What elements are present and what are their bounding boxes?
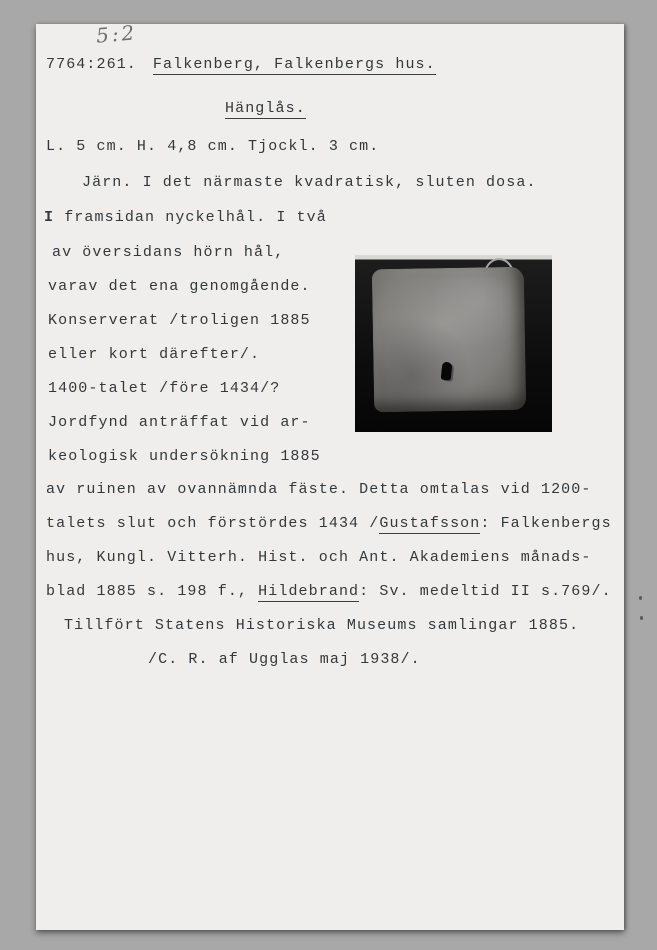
catalog-card — [36, 20, 624, 930]
body-line-material: Järn. I det närmaste kvadratisk, sluten dosa. — [82, 174, 537, 191]
object-heading: Hänglås. — [225, 100, 306, 117]
padlock-object — [372, 267, 526, 413]
body-line-full: talets slut och förstördes 1434 /Gustafsson: Falkenbergs — [46, 515, 612, 532]
handwritten-note: 5:2 — [95, 20, 139, 48]
body-line-full: blad 1885 s. 198 f., Hildebrand: Sv. medeltid II s.769/. — [46, 583, 612, 600]
body-line-narrow: keologisk undersökning 1885 — [48, 448, 321, 465]
body-line-full: av ruinen av ovannämnda fäste. Detta omtalas vid 1200- — [46, 481, 592, 498]
body-line-keyhole: I framsidan nyckelhål. I två — [44, 209, 327, 226]
body-line-narrow: Konserverat /troligen 1885 — [48, 312, 311, 329]
body-line-narrow: Jordfynd anträffat vid ar- — [48, 414, 311, 431]
reference-hildebrand: Hildebrand — [258, 583, 360, 600]
dust-speck — [639, 596, 642, 600]
accession-line: Tillfört Statens Historiska Museums samlingar 1885. — [64, 617, 580, 634]
body-line-narrow: av översidans hörn hål, — [52, 244, 285, 261]
padlock-photo — [355, 255, 552, 432]
measurements-line: L. 5 cm. H. 4,8 cm. Tjockl. 3 cm. — [46, 138, 380, 155]
card-title: Falkenberg, Falkenbergs hus. — [152, 56, 436, 73]
signature-line: /C. R. af Ugglas maj 1938/. — [148, 651, 421, 668]
reference-gustafsson: Gustafsson — [379, 515, 481, 532]
overstruck-letter: I — [44, 209, 55, 226]
header-line — [46, 56, 436, 73]
body-line-narrow: 1400-talet /före 1434/? — [48, 380, 281, 397]
catalog-number: 7764:261. — [46, 56, 137, 73]
body-line-full: hus, Kungl. Vitterh. Hist. och Ant. Akademiens månads- — [46, 549, 592, 566]
body-line-narrow: varav det ena genomgående. — [48, 278, 311, 295]
body-line-narrow: eller kort därefter/. — [48, 346, 261, 363]
dust-speck — [640, 616, 643, 620]
keyhole — [441, 362, 453, 381]
